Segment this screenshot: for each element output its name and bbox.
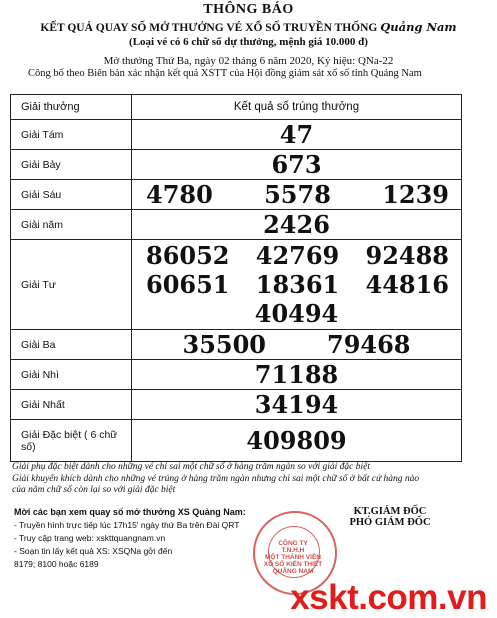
winning-number: 2426: [263, 210, 330, 239]
province-name: Quảng Nam: [380, 20, 457, 34]
winning-number: 35500: [182, 330, 266, 359]
prize-row-nam: [11, 210, 462, 240]
signature-block: [300, 506, 480, 528]
prize-row-dacbiet: [11, 420, 462, 462]
prize-label: Giải Sáu: [11, 180, 132, 210]
note-line: Giải phụ đặc biệt dành cho những vé chỉ sai một chữ số ở hàng trăm ngàn so với giải đặc biệt: [12, 462, 370, 472]
prize-row-ba: [11, 330, 462, 360]
viewing-item: 8179; 8100 hoặc 6189: [14, 559, 99, 569]
table-header-row: [11, 95, 462, 120]
stamp-line: XỔ SỐ KIẾN THIẾT: [263, 561, 323, 568]
header-results: Kết quả số trúng thưởng: [132, 95, 462, 120]
prize-label: Giải Nhì: [11, 360, 132, 390]
brand-watermark: xskt.com.vn: [290, 578, 487, 617]
prize-row-bay: [11, 150, 462, 180]
winning-number: 5578: [264, 180, 331, 209]
winning-number: 34194: [254, 390, 339, 419]
note-line: của năm chữ số còn lại so với giải đặc biệt: [12, 485, 176, 495]
prize-notes: [12, 462, 452, 497]
prize-row-nhat: [11, 390, 462, 420]
winning-number: 71188: [254, 360, 339, 389]
winning-number: 79468: [327, 330, 411, 359]
viewing-item: - Truyền hình trực tiếp lúc 17h15' ngày thứ Ba trên Đài QRT: [14, 520, 240, 530]
signature-role: PHÓ GIÁM ĐỐC: [349, 517, 431, 528]
special-prize-number: 409809: [246, 426, 347, 455]
stamp-line: CÔNG TY: [278, 540, 308, 547]
stamp-line: QUẢNG NAM: [272, 568, 314, 575]
prize-label: Giải Tư: [11, 240, 132, 330]
winning-number: 42769: [255, 241, 340, 270]
draw-info: Mở thưởng Thứ Ba, ngày 02 tháng 6 năm 2020, Ký hiệu: QNa-22: [103, 55, 394, 67]
ticket-type: (Loại vé có 6 chữ số dự thưởng, mệnh giá 10.000 đ): [129, 36, 368, 48]
notice-title: THÔNG BÁO: [203, 2, 294, 17]
prize-row-tam: [11, 120, 462, 150]
stamp-line: T.N.H.H: [281, 547, 305, 554]
stamp-line: MỘT THÀNH VIÊN: [265, 554, 321, 561]
winning-number: 86052: [146, 241, 230, 270]
prize-label: Giải Tám: [11, 120, 132, 150]
note-line: Giải khuyến khích dành cho những vé trúng ở hàng trăm ngàn nhưng chỉ sai một chữ số ở bất cứ hàng nào: [12, 473, 420, 484]
prize-label: Giải Bảy: [11, 150, 132, 180]
winning-number: 1239: [382, 180, 449, 209]
viewing-item: - Soạn tin lấy kết quả XS: XSQNa gởi đến: [14, 546, 173, 556]
winning-number: 40494: [254, 299, 339, 328]
prize-label: Giải Đặc biệt ( 6 chữ số): [11, 420, 132, 462]
notice-subtitle: [0, 20, 497, 34]
prize-label: Giải Ba: [11, 330, 132, 360]
viewing-item: - Truy cập trang web: xskttquangnam.vn: [14, 533, 166, 543]
winning-number: 92488: [365, 241, 449, 270]
prize-label: Giải Nhất: [11, 390, 132, 420]
header-prize: Giải thưởng: [11, 95, 132, 120]
prize-row-nhi: [11, 360, 462, 390]
signature-title: KT.GIÁM ĐỐC: [353, 506, 427, 517]
winning-number: 60651: [146, 270, 230, 299]
stamp-text: [255, 540, 331, 575]
results-table: [10, 94, 462, 462]
viewing-info: [14, 506, 246, 571]
viewing-title: Mời các bạn xem quay số mở thưởng XS Quảng Nam:: [14, 507, 246, 517]
prize-row-sau: [11, 180, 462, 210]
winning-number: 44816: [365, 270, 449, 299]
prize-row-tu: [11, 240, 462, 330]
winning-number: 4780: [146, 180, 213, 209]
subtitle-text: KẾT QUẢ QUAY SỐ MỞ THƯỞNG VÉ XỔ SỐ TRUYỀN THỐNG: [40, 22, 378, 34]
prize-label: Giải năm: [11, 210, 132, 240]
winning-number: 47: [279, 120, 314, 149]
winning-number: 673: [271, 150, 322, 179]
winning-number: 18361: [255, 270, 340, 299]
announcement-basis: Công bố theo Biên bản xác nhận kết quả XSTT của Hội đồng giám sát xổ số tỉnh Quảng Nam: [28, 68, 422, 79]
